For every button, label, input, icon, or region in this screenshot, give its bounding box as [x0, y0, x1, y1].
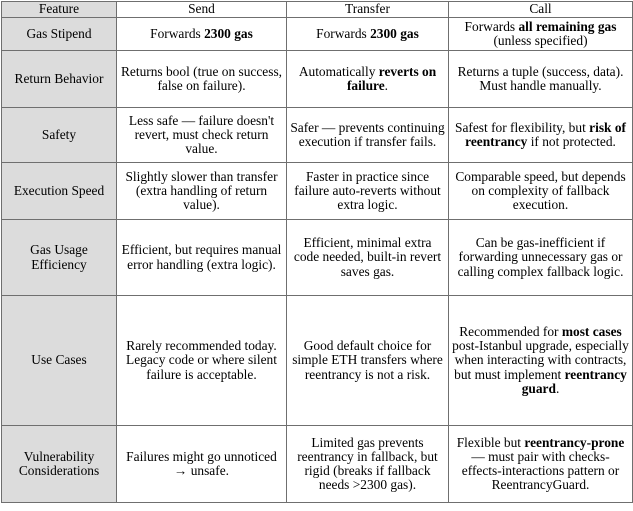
cell-call [449, 108, 633, 163]
text: Flexible but [456, 434, 525, 450]
text: Automatically [298, 63, 379, 79]
cell-call [449, 220, 633, 296]
cell-send [117, 220, 287, 296]
text: Safest for flexibility, but [455, 119, 590, 135]
table-row [2, 296, 633, 426]
row-feature-label: Safety [2, 108, 117, 163]
cell-send [117, 18, 287, 51]
cell-send [117, 163, 287, 220]
cell-transfer [287, 18, 449, 51]
row-feature-label: Return Behavior [2, 51, 117, 108]
cell-transfer [287, 296, 449, 426]
header-transfer: Transfer [287, 2, 449, 18]
text: Faster in practice since failure auto-reverts without extra logic. [294, 168, 441, 213]
text: Returns a tuple (success, data). Must handle manually. [457, 63, 624, 93]
text: Efficient, minimal extra code needed, built-in revert saves gas. [293, 235, 442, 279]
text: if not protected. [527, 134, 616, 149]
text: Forwards [464, 18, 519, 34]
cell-send [117, 296, 287, 426]
table-row [2, 18, 633, 51]
cell-transfer [287, 108, 449, 163]
bold-text: 2300 gas [370, 25, 419, 41]
text: Rarely recommended today. Legacy code or where silent failure is acceptable. [126, 338, 277, 382]
bold-text: reentrancy-prone [524, 434, 625, 450]
text: Returns bool (true on success, false on failure). [120, 63, 283, 93]
cell-transfer [287, 426, 449, 503]
header-feature: Feature [2, 2, 117, 18]
text: post-Istanbul upgrade, especially when interacting with contracts, but must implement [452, 338, 629, 382]
comparison-table [1, 1, 633, 503]
bold-text: 2300 gas [204, 25, 253, 41]
text: . [384, 78, 389, 93]
text: Failures might go unnoticed → unsafe. [126, 448, 277, 478]
cell-send [117, 426, 287, 503]
cell-transfer [287, 163, 449, 220]
table-row [2, 108, 633, 163]
bold-text: reverts on failure [346, 63, 437, 93]
cell-call [449, 296, 633, 426]
row-feature-label: Execution Speed [2, 163, 117, 220]
table-row [2, 51, 633, 108]
header-call: Call [449, 2, 633, 18]
table-row [2, 220, 633, 296]
table-row [2, 163, 633, 220]
text: — must pair with checks-effects-interactions pattern or ReentrancyGuard. [461, 448, 620, 493]
cell-call [449, 426, 633, 503]
row-feature-label: Vulnerability Considerations [2, 426, 117, 503]
cell-send [117, 51, 287, 108]
table-row [2, 426, 633, 503]
text: Can be gas-inefficient if forwarding unnecessary gas or calling complex fallback logic. [457, 235, 624, 279]
cell-call [449, 18, 633, 51]
cell-transfer [287, 220, 449, 296]
text: Good default choice for simple ETH transfers where reentrancy is not a risk. [292, 338, 443, 382]
bold-text: reentrancy guard [521, 366, 627, 396]
text: . [555, 380, 560, 396]
cell-call [449, 51, 633, 108]
cell-send [117, 108, 287, 163]
bold-text: all remaining gas [518, 18, 617, 34]
text: Forwards [316, 25, 371, 41]
cell-call [449, 163, 633, 220]
text: Less safe — failure doesn't revert, must check return value. [128, 112, 275, 157]
text: Recommended for [459, 323, 562, 339]
text: Comparable speed, but depends on complexity of fallback execution. [455, 168, 626, 213]
row-feature-label: Gas Stipend [2, 18, 117, 51]
row-feature-label: Use Cases [2, 296, 117, 426]
cell-transfer [287, 51, 449, 108]
bold-text: most cases [561, 323, 622, 339]
table-body [2, 18, 633, 503]
header-send: Send [117, 2, 287, 18]
text: Safer — prevents continuing execution if transfer fails. [290, 119, 445, 149]
header-row [2, 2, 633, 18]
bold-text: risk of reentrancy [465, 119, 626, 149]
text: Limited gas prevents reentrancy in fallback, but rigid (breaks if fallback needs >2300 gas). [297, 434, 438, 493]
text: Forwards [150, 25, 205, 41]
text: (unless specified) [493, 33, 588, 48]
text: Slightly slower than transfer (extra handling of return value). [125, 168, 278, 213]
text: Efficient, but requires manual error handling (extra logic). [121, 242, 282, 272]
row-feature-label: Gas Usage Efficiency [2, 220, 117, 296]
